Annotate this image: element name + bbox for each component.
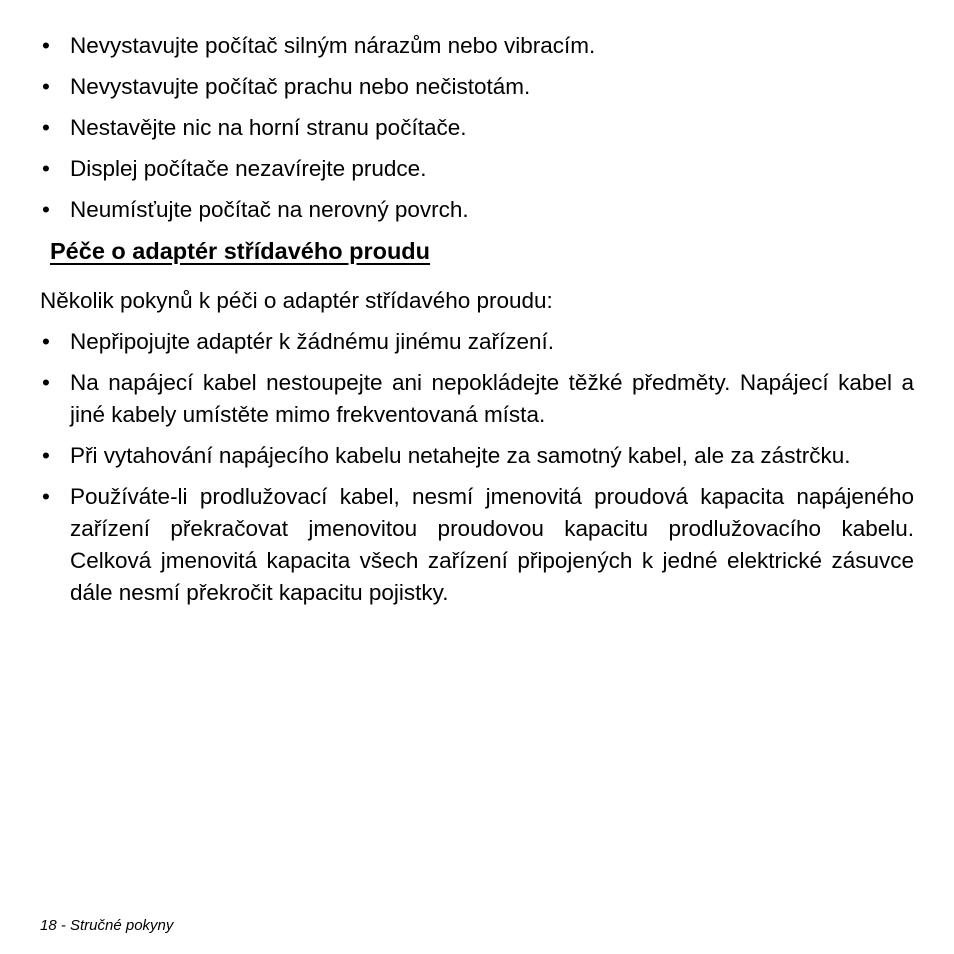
bullet-icon: • (42, 370, 50, 395)
bullet-icon: • (42, 33, 50, 58)
list-item-text: Neumísťujte počítač na nerovný povrch. (70, 197, 469, 222)
list-item-text: Nevystavujte počítač prachu nebo nečistotám. (70, 74, 531, 99)
list-item-text: Používáte-li prodlužovací kabel, nesmí jmenovitá proudová kapacita napájeného zařízení překračovat jmenovitou proudovou kapacitu prodlužovacího kabelu. Celková jmenovitá kapacita všech zařízení připojených k jedné elektrické zásuvce dále nesmí překročit kapacitu pojistky. (70, 484, 914, 605)
list-item-text: Nestavějte nic na horní stranu počítače. (70, 115, 467, 140)
bullet-icon: • (42, 484, 50, 509)
list-item (40, 112, 914, 144)
list-item (40, 367, 914, 431)
list-item (40, 71, 914, 103)
list-item-text: Při vytahování napájecího kabelu netahejte za samotný kabel, ale za zástrčku. (70, 443, 851, 468)
section-intro: Několik pokynů k péči o adaptér střídavého proudu: (40, 288, 553, 313)
bullet-icon: • (42, 156, 50, 181)
list-item (40, 30, 914, 62)
list-item-text: Na napájecí kabel nestoupejte ani nepokládejte těžké předměty. Napájecí kabel a jiné kabely umístěte mimo frekventovaná místa. (70, 370, 914, 427)
page-footer: 18 - Stručné pokyny (40, 917, 174, 934)
list-item (40, 326, 914, 358)
list-item-text: Displej počítače nezavírejte prudce. (70, 156, 427, 181)
list-item (40, 440, 914, 472)
bullet-icon: • (42, 74, 50, 99)
section-heading: Péče o adaptér střídavého proudu (50, 238, 431, 264)
bullet-icon: • (42, 115, 50, 140)
bullet-icon: • (42, 443, 50, 468)
bullet-icon: • (42, 329, 50, 354)
document-page (40, 30, 914, 618)
bullet-icon: • (42, 197, 50, 222)
list-item (40, 194, 914, 226)
list-item-text: Nevystavujte počítač silným nárazům nebo vibracím. (70, 33, 596, 58)
list-item (40, 481, 914, 609)
top-bullet-list (40, 30, 914, 226)
section-bullet-list (40, 326, 914, 609)
list-item-text: Nepřipojujte adaptér k žádnému jinému zařízení. (70, 329, 555, 354)
list-item (40, 153, 914, 185)
